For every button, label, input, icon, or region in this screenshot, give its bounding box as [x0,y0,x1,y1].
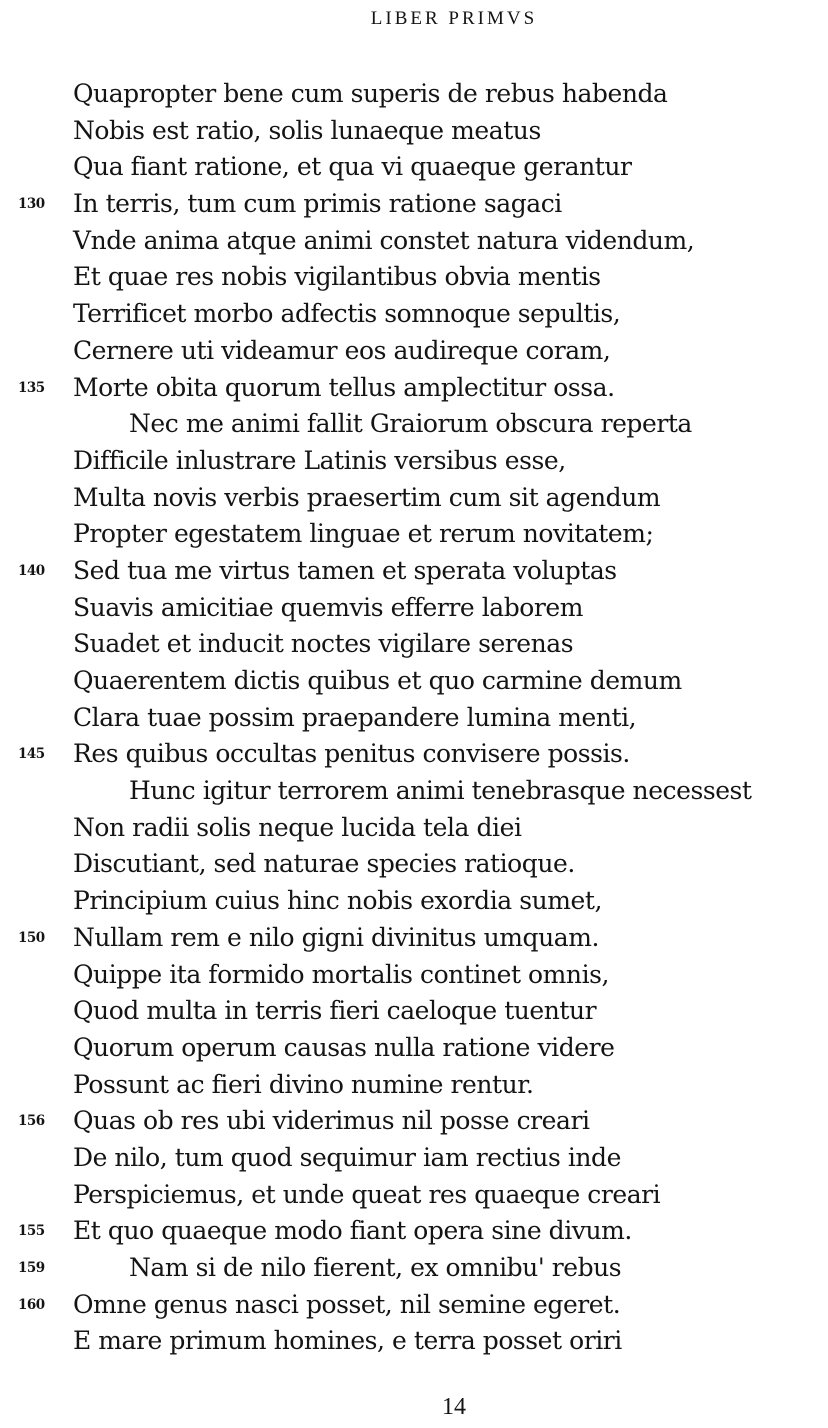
verse-text: Hunc igitur terrorem animi tenebrasque necessest [129,776,752,806]
running-title: LIBER PRIMVS [370,8,538,29]
verse-text: Discutiant, sed naturae species ratioque. [73,849,575,879]
verse-text: Possunt ac fieri divino numine rentur. [73,1069,534,1099]
verse-text: Sed tua me virtus tamen et sperata voluptas [73,555,617,585]
verse-line [0,1323,828,1360]
verse-text: Propter egestatem linguae et rerum novitatem; [73,519,654,549]
verse-text: Quorum operum causas nulla ratione videre [73,1032,615,1062]
verse-line [0,406,828,443]
verse-text: Cernere uti videamur eos audireque coram, [73,335,611,365]
verse-line [0,76,828,113]
verse-line [0,810,828,847]
verse-line [0,149,828,186]
verse-text: Nobis est ratio, solis lunaeque meatus [73,115,541,145]
verse-line [0,626,828,663]
verse-text: Perspiciemus, et unde queat res quaeque creari [73,1179,661,1209]
verse-line [0,700,828,737]
verse-text: Nec me animi fallit Graiorum obscura reperta [129,409,692,439]
verse-text: Multa novis verbis praesertim cum sit agendum [73,482,661,512]
verse-text: Omne genus nasci posset, nil semine egeret. [73,1289,621,1319]
verse-line [0,590,828,627]
verse-line [0,553,828,590]
verse-text: Suavis amicitiae quemvis efferre laborem [73,592,583,622]
verse-text: Suadet et inducit noctes vigilare serenas [73,629,574,659]
verse-line [0,1140,828,1177]
verse-line [0,186,828,223]
verse-line [0,296,828,333]
verse-block [0,76,828,1360]
verse-line [0,846,828,883]
verse-line [0,920,828,957]
line-number: 160 [18,1296,45,1313]
verse-text: Terrificet morbo adfectis somnoque sepultis, [73,299,621,329]
verse-line [0,883,828,920]
verse-text: E mare primum homines, e terra posset oriri [73,1326,622,1356]
line-number: 156 [18,1113,45,1130]
verse-text: Vnde anima atque animi constet natura videndum, [73,225,695,255]
verse-text: Nam si de nilo fierent, ex omnibu' rebus [129,1253,622,1282]
verse-text: Principium cuius hinc nobis exordia sumet, [73,886,602,916]
verse-text: Res quibus occultas penitus convisere possis. [73,739,630,769]
verse-line [0,957,828,994]
line-number: 130 [18,196,45,213]
verse-line [0,993,828,1030]
verse-text: Nullam rem e nilo gigni divinitus umquam. [73,922,599,952]
verse-line [0,370,828,407]
verse-line [0,1067,828,1104]
verse-text: Qua fiant ratione, et qua vi quaeque gerantur [73,152,632,182]
line-number: 145 [18,746,45,763]
verse-text: Non radii solis neque lucida tela diei [73,812,522,842]
verse-text: Et quo quaeque modo fiant opera sine divum. [73,1216,632,1246]
verse-line [0,113,828,150]
verse-line [0,223,828,260]
line-number: 159 [18,1260,45,1276]
verse-text: Morte obita quorum tellus amplectitur ossa. [73,372,615,402]
verse-line [0,663,828,700]
line-number: 155 [18,1223,45,1240]
verse-line [0,1030,828,1067]
line-number: 135 [18,379,45,396]
verse-line [0,1103,828,1140]
verse-line [0,1177,828,1214]
verse-text: Clara tuae possim praepandere lumina menti, [73,702,637,732]
verse-text: Quaerentem dictis quibus et quo carmine demum [73,666,682,695]
verse-line [0,259,828,296]
verse-text: Quas ob res ubi viderimus nil posse creari [73,1106,590,1136]
verse-text: Difficile inlustrare Latinis versibus esse, [73,445,566,475]
verse-line [0,480,828,517]
verse-text: De nilo, tum quod sequimur iam rectius inde [73,1142,621,1172]
line-number: 140 [18,562,45,579]
verse-line [0,736,828,773]
page-number: 14 [442,1394,466,1420]
verse-line [0,443,828,480]
verse-line [0,773,828,810]
verse-text: In terris, tum cum primis ratione sagaci [73,189,562,219]
verse-line [0,1287,828,1324]
verse-line [0,1213,828,1250]
verse-text: Quapropter bene cum superis de rebus habenda [73,79,668,108]
verse-line [0,516,828,553]
verse-text: Quod multa in terris fieri caeloque tuentur [73,996,597,1026]
verse-line [0,1250,828,1287]
verse-text: Quippe ita formido mortalis continet omnis, [73,959,609,989]
verse-text: Et quae res nobis vigilantibus obvia mentis [73,262,601,292]
line-number: 150 [18,929,45,946]
verse-line [0,333,828,370]
